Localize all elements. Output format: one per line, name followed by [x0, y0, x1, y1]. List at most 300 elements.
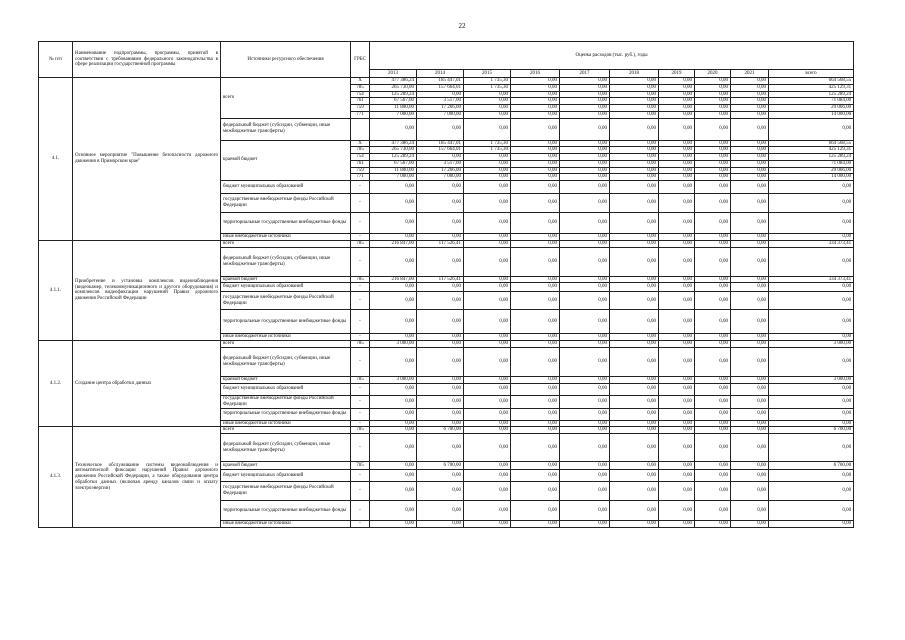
year-value: 0,00 — [370, 434, 417, 462]
year-value: 0,00 — [610, 98, 659, 105]
year-value: 0,00 — [417, 347, 464, 376]
year-value: 0,00 — [370, 118, 417, 140]
year-value: 0,00 — [731, 470, 769, 482]
year-value: 0,00 — [511, 383, 560, 395]
funding-source: краевой бюджет — [221, 140, 351, 181]
funding-source: государственные внебюджетные фонды Российской Федерации — [221, 482, 351, 501]
year-value: 0,00 — [560, 334, 610, 341]
year-value: 0,00 — [417, 341, 464, 348]
year-value: 0,00 — [695, 247, 731, 276]
year-value: 0,00 — [511, 283, 560, 292]
grbs-code: - — [351, 383, 370, 395]
year-value: 0,00 — [370, 347, 417, 376]
year-value: 67 567,00 — [370, 98, 417, 105]
year-value: 0,00 — [417, 482, 464, 501]
funding-source: бюджет муниципальных образований — [221, 283, 351, 292]
year-value: 0,00 — [659, 395, 695, 408]
year-value: 0,00 — [511, 247, 560, 276]
year-value: 0,00 — [417, 420, 464, 427]
grbs-code: - — [351, 470, 370, 482]
year-value: 0,00 — [610, 240, 659, 247]
year-value: 0,00 — [731, 154, 769, 161]
year-value: 0,00 — [731, 383, 769, 395]
year-value: 0,00 — [511, 78, 560, 85]
year-value: 0,00 — [695, 376, 731, 383]
grbs-code: - — [351, 334, 370, 341]
year-value: 0,00 — [610, 154, 659, 161]
funding-source: всего — [221, 240, 351, 247]
year-value: 7 000,00 — [370, 111, 417, 118]
total-value: 0,00 — [769, 181, 854, 194]
year-value: 0,00 — [560, 98, 610, 105]
year-value: 0,00 — [731, 521, 769, 528]
year-value: 0,00 — [560, 383, 610, 395]
year-value: 0,00 — [464, 283, 511, 292]
year-value: 6 700,00 — [417, 427, 464, 434]
year-value: 117 526,41 — [417, 276, 464, 283]
year-value: 0,00 — [731, 420, 769, 427]
year-value: 0,00 — [610, 174, 659, 181]
year-value: 0,00 — [560, 427, 610, 434]
total-value: 0,00 — [769, 334, 854, 341]
year-value: 0,00 — [417, 501, 464, 521]
grbs-code: 754 — [351, 91, 370, 98]
year-value: 0,00 — [659, 213, 695, 234]
year-value: 0,00 — [560, 376, 610, 383]
funding-source: краевой бюджет — [221, 462, 351, 470]
year-value: 0,00 — [659, 501, 695, 521]
year-value: 0,00 — [695, 160, 731, 167]
grbs-code: - — [351, 521, 370, 528]
header-year: 2013 — [370, 70, 417, 78]
year-value: 0,00 — [610, 482, 659, 501]
year-value: 0,00 — [464, 234, 511, 241]
year-value: 0,00 — [731, 160, 769, 167]
year-value: 0,00 — [695, 521, 731, 528]
year-value: 0,00 — [464, 91, 511, 98]
year-value: 0,00 — [464, 482, 511, 501]
year-value: 17 266,00 — [417, 105, 464, 112]
year-value: 0,00 — [731, 501, 769, 521]
year-value: 0,00 — [560, 174, 610, 181]
year-value: 0,00 — [610, 395, 659, 408]
year-value: 0,00 — [464, 167, 511, 174]
year-value: 0,00 — [731, 213, 769, 234]
grbs-code: - — [351, 482, 370, 501]
year-value: 0,00 — [370, 427, 417, 434]
year-value: 0,00 — [464, 420, 511, 427]
year-value: 0,00 — [464, 118, 511, 140]
year-value: 0,00 — [695, 310, 731, 334]
year-value: 0,00 — [695, 470, 731, 482]
total-value: 14 000,00 — [769, 174, 854, 181]
year-value: 0,00 — [659, 521, 695, 528]
page-number: 22 — [458, 22, 466, 30]
year-value: 0,00 — [610, 427, 659, 434]
header-year: 2018 — [610, 70, 659, 78]
row-number: 4.1.3. — [39, 427, 73, 528]
year-value: 0,00 — [464, 376, 511, 383]
year-value: 0,00 — [560, 434, 610, 462]
grbs-code: - — [351, 247, 370, 276]
year-value: 0,00 — [511, 341, 560, 348]
year-value: 0,00 — [511, 395, 560, 408]
funding-source: иные внебюджетные источники — [221, 521, 351, 528]
funding-source: федеральный бюджет (субсидии, субвенции, иные межбюджетные трансферты) — [221, 118, 351, 140]
year-value: 0,00 — [511, 408, 560, 420]
year-value: 0,00 — [560, 470, 610, 482]
year-value: 7 000,00 — [417, 174, 464, 181]
year-value: 0,00 — [417, 194, 464, 213]
year-value: 0,00 — [560, 194, 610, 213]
year-value: 0,00 — [560, 276, 610, 283]
grbs-code: 785 — [351, 84, 370, 91]
year-value: 0,00 — [695, 482, 731, 501]
year-value: 0,00 — [511, 147, 560, 154]
year-value: 0,00 — [370, 292, 417, 310]
header-year: 2021 — [731, 70, 769, 78]
year-value: 0,00 — [370, 383, 417, 395]
header-year: 2016 — [511, 70, 560, 78]
total-value: 425 129,31 — [769, 147, 854, 154]
grbs-code: 754 — [351, 154, 370, 161]
year-value: 0,00 — [659, 376, 695, 383]
year-value: 0,00 — [695, 118, 731, 140]
year-value: 0,00 — [560, 501, 610, 521]
year-value: 0,00 — [731, 408, 769, 420]
grbs-code: - — [351, 194, 370, 213]
year-value: 0,00 — [659, 118, 695, 140]
total-value: 0,00 — [769, 234, 854, 241]
year-value: 0,00 — [610, 118, 659, 140]
year-value: 0,00 — [464, 240, 511, 247]
year-value: 0,00 — [731, 118, 769, 140]
year-value: 0,00 — [731, 283, 769, 292]
year-value: 0,00 — [610, 376, 659, 383]
grbs-code: - — [351, 420, 370, 427]
year-value: 0,00 — [731, 341, 769, 348]
year-value: 0,00 — [417, 181, 464, 194]
year-value: 0,00 — [610, 470, 659, 482]
funding-source: бюджет муниципальных образований — [221, 181, 351, 194]
table-row — [39, 240, 854, 247]
year-value: 0,00 — [560, 140, 610, 147]
year-value: 0,00 — [511, 347, 560, 376]
year-value: 0,00 — [695, 234, 731, 241]
year-value: 0,00 — [370, 501, 417, 521]
funding-source: территориальные государственные внебюджетные фонды — [221, 408, 351, 420]
funding-source: территориальные государственные внебюджетные фонды — [221, 213, 351, 234]
year-value: 0,00 — [695, 105, 731, 112]
header-sources: Источники ресурсного обеспечения — [221, 42, 351, 78]
year-value: 0,00 — [511, 167, 560, 174]
table-row — [39, 341, 854, 348]
year-value: 0,00 — [695, 395, 731, 408]
year-value: 0,00 — [659, 341, 695, 348]
year-value: 0,00 — [731, 347, 769, 376]
total-value: 0,00 — [769, 194, 854, 213]
year-value: 0,00 — [560, 240, 610, 247]
year-value: 0,00 — [695, 140, 731, 147]
grbs-code: - — [351, 213, 370, 234]
year-value: 0,00 — [659, 420, 695, 427]
year-value: 0,00 — [731, 240, 769, 247]
grbs-code: 759 — [351, 167, 370, 174]
year-value: 0,00 — [731, 310, 769, 334]
year-value: 0,00 — [511, 427, 560, 434]
year-value: 0,00 — [560, 111, 610, 118]
year-value: 1 735,30 — [464, 140, 511, 147]
year-value: 0,00 — [511, 98, 560, 105]
year-value: 216 847,00 — [370, 240, 417, 247]
year-value: 0,00 — [417, 118, 464, 140]
year-value: 0,00 — [464, 427, 511, 434]
year-value: 0,00 — [731, 140, 769, 147]
year-value: 0,00 — [417, 154, 464, 161]
total-value: 14 000,00 — [769, 111, 854, 118]
total-value: 0,00 — [769, 482, 854, 501]
year-value: 0,00 — [695, 383, 731, 395]
year-value: 0,00 — [370, 334, 417, 341]
year-value: 0,00 — [659, 98, 695, 105]
year-value: 0,00 — [464, 341, 511, 348]
funding-source: краевой бюджет — [221, 276, 351, 283]
grbs-code: - — [351, 347, 370, 376]
year-value: 0,00 — [659, 105, 695, 112]
year-value: 0,00 — [464, 383, 511, 395]
grbs-code: 785 — [351, 147, 370, 154]
grbs-code: - — [351, 434, 370, 462]
grbs-code: 771 — [351, 174, 370, 181]
year-value: 0,00 — [731, 234, 769, 241]
year-value: 0,00 — [560, 283, 610, 292]
total-value: 0,00 — [769, 213, 854, 234]
year-value: 0,00 — [610, 234, 659, 241]
year-value: 0,00 — [659, 462, 695, 470]
grbs-code: 785 — [351, 427, 370, 434]
year-value: 0,00 — [560, 91, 610, 98]
year-value: 0,00 — [370, 462, 417, 470]
year-value: 0,00 — [417, 283, 464, 292]
year-value: 0,00 — [731, 395, 769, 408]
year-value: 0,00 — [731, 292, 769, 310]
year-value: 0,00 — [464, 347, 511, 376]
total-value: 664 568,55 — [769, 140, 854, 147]
year-value: 0,00 — [695, 174, 731, 181]
year-value: 477 386,24 — [370, 140, 417, 147]
grbs-code: 759 — [351, 105, 370, 112]
funding-source: бюджет муниципальных образований — [221, 383, 351, 395]
year-value: 0,00 — [417, 376, 464, 383]
total-value: 0,00 — [769, 347, 854, 376]
year-value: 0,00 — [731, 376, 769, 383]
year-value: 0,00 — [511, 240, 560, 247]
grbs-code: 785 — [351, 462, 370, 470]
year-value: 0,00 — [464, 98, 511, 105]
year-value: 0,00 — [464, 434, 511, 462]
year-value: 0,00 — [511, 376, 560, 383]
year-value: 0,00 — [417, 521, 464, 528]
year-value: 0,00 — [659, 160, 695, 167]
year-value: 67 567,00 — [370, 160, 417, 167]
year-value: 0,00 — [659, 310, 695, 334]
year-value: 0,00 — [695, 462, 731, 470]
funding-source: территориальные государственные внебюджетные фонды — [221, 310, 351, 334]
year-value: 0,00 — [610, 310, 659, 334]
year-value: 0,00 — [610, 105, 659, 112]
year-value: 0,00 — [610, 160, 659, 167]
year-value: 0,00 — [659, 167, 695, 174]
year-value: 17 266,00 — [417, 167, 464, 174]
year-value: 0,00 — [511, 174, 560, 181]
year-value: 0,00 — [695, 84, 731, 91]
year-value: 0,00 — [695, 91, 731, 98]
year-value: 0,00 — [370, 247, 417, 276]
year-value: 0,00 — [659, 334, 695, 341]
year-value: 0,00 — [695, 427, 731, 434]
year-value: 0,00 — [610, 194, 659, 213]
year-value: 0,00 — [695, 408, 731, 420]
year-value: 0,00 — [695, 283, 731, 292]
funding-source: государственные внебюджетные фонды Российской Федерации — [221, 395, 351, 408]
funding-source: всего — [221, 341, 351, 348]
year-value: 0,00 — [731, 247, 769, 276]
year-value: 7 000,00 — [417, 111, 464, 118]
year-value: 0,00 — [370, 395, 417, 408]
total-value: 0,00 — [769, 521, 854, 528]
year-value: 0,00 — [695, 341, 731, 348]
year-value: 11 800,00 — [370, 167, 417, 174]
year-value: 0,00 — [659, 78, 695, 85]
total-value: 6 700,00 — [769, 427, 854, 434]
year-value: 0,00 — [560, 292, 610, 310]
total-value: 334 373,41 — [769, 276, 854, 283]
program-name: Техническое обслуживание системы видеонаблюдения и автоматической фиксации нарушений Правил дорожного движения Российской Федерации, а также оборудования центра обработки данных (включая аренду каналов связи и оплату электроэнергии) — [73, 427, 221, 528]
year-value: 0,00 — [511, 140, 560, 147]
table-row — [39, 427, 854, 434]
year-value: 0,00 — [695, 276, 731, 283]
year-value: 477 386,24 — [370, 78, 417, 85]
year-value: 0,00 — [511, 434, 560, 462]
year-value: 0,00 — [610, 434, 659, 462]
funding-source: федеральный бюджет (субсидии, субвенции, иные межбюджетные трансферты) — [221, 247, 351, 276]
year-value: 7 000,00 — [370, 174, 417, 181]
year-value: 3 517,00 — [417, 160, 464, 167]
year-value: 0,00 — [695, 240, 731, 247]
header-name: Наименование подпрограммы, программы, принятой в соответствии с требованиями федерального законодательства в сфере реализации государственной программы — [73, 42, 221, 78]
year-value: 0,00 — [610, 276, 659, 283]
year-value: 0,00 — [560, 462, 610, 470]
year-value: 0,00 — [370, 420, 417, 427]
funding-source: всего — [221, 78, 351, 119]
year-value: 0,00 — [560, 408, 610, 420]
year-value: 0,00 — [417, 383, 464, 395]
year-value: 0,00 — [731, 174, 769, 181]
year-value: 0,00 — [659, 292, 695, 310]
year-value: 0,00 — [370, 408, 417, 420]
year-value: 0,00 — [610, 501, 659, 521]
year-value: 11 800,00 — [370, 105, 417, 112]
table-row — [39, 78, 854, 85]
grbs-code — [351, 118, 370, 140]
year-value: 0,00 — [610, 383, 659, 395]
year-value: 0,00 — [695, 347, 731, 376]
year-value: 0,00 — [731, 462, 769, 470]
year-value: 3 000,00 — [370, 341, 417, 348]
year-value: 0,00 — [560, 395, 610, 408]
year-value: 0,00 — [731, 482, 769, 501]
year-value: 0,00 — [731, 427, 769, 434]
year-value: 0,00 — [659, 154, 695, 161]
year-value: 0,00 — [464, 292, 511, 310]
year-value: 0,00 — [511, 84, 560, 91]
grbs-code: - — [351, 395, 370, 408]
year-value: 0,00 — [610, 247, 659, 276]
year-value: 125 289,24 — [370, 91, 417, 98]
year-value: 0,00 — [464, 408, 511, 420]
year-value: 0,00 — [731, 181, 769, 194]
grbs-code: - — [351, 292, 370, 310]
year-value: 0,00 — [560, 521, 610, 528]
year-value: 1 735,30 — [464, 78, 511, 85]
year-value: 0,00 — [464, 181, 511, 194]
row-number: 4.1. — [39, 78, 73, 241]
year-value: 125 289,24 — [370, 154, 417, 161]
year-value: 0,00 — [370, 521, 417, 528]
year-value: 0,00 — [659, 383, 695, 395]
year-value: 0,00 — [659, 434, 695, 462]
year-value: 0,00 — [464, 395, 511, 408]
year-value: 0,00 — [695, 78, 731, 85]
year-value: 0,00 — [417, 434, 464, 462]
total-value: 71 084,00 — [769, 98, 854, 105]
year-value: 0,00 — [659, 276, 695, 283]
funding-source: иные внебюджетные источники — [221, 420, 351, 427]
program-name: Основное мероприятие "Повышение безопасности дорожного движения в Приморском крае" — [73, 78, 221, 241]
year-value: 0,00 — [417, 408, 464, 420]
year-value: 0,00 — [464, 310, 511, 334]
year-value: 0,00 — [560, 310, 610, 334]
year-value: 0,00 — [695, 147, 731, 154]
year-value: 0,00 — [695, 194, 731, 213]
year-value: 0,00 — [370, 310, 417, 334]
year-value: 0,00 — [610, 91, 659, 98]
year-value: 0,00 — [695, 98, 731, 105]
year-value: 0,00 — [659, 181, 695, 194]
year-value: 0,00 — [511, 334, 560, 341]
year-value: 0,00 — [731, 167, 769, 174]
year-value: 0,00 — [511, 118, 560, 140]
year-value: 0,00 — [560, 160, 610, 167]
year-value: 0,00 — [464, 194, 511, 213]
year-value: 0,00 — [610, 147, 659, 154]
year-value: 0,00 — [610, 213, 659, 234]
total-value: 0,00 — [769, 470, 854, 482]
year-value: 0,00 — [464, 111, 511, 118]
total-value: 125 289,24 — [769, 154, 854, 161]
year-value: 0,00 — [511, 521, 560, 528]
grbs-code: 785 — [351, 341, 370, 348]
year-value: 0,00 — [610, 334, 659, 341]
year-value: 0,00 — [731, 98, 769, 105]
year-value: 0,00 — [610, 140, 659, 147]
year-value: 0,00 — [659, 234, 695, 241]
year-value: 0,00 — [731, 78, 769, 85]
year-value: 0,00 — [695, 213, 731, 234]
year-value: 0,00 — [731, 105, 769, 112]
year-value: 0,00 — [610, 283, 659, 292]
year-value: 0,00 — [731, 147, 769, 154]
